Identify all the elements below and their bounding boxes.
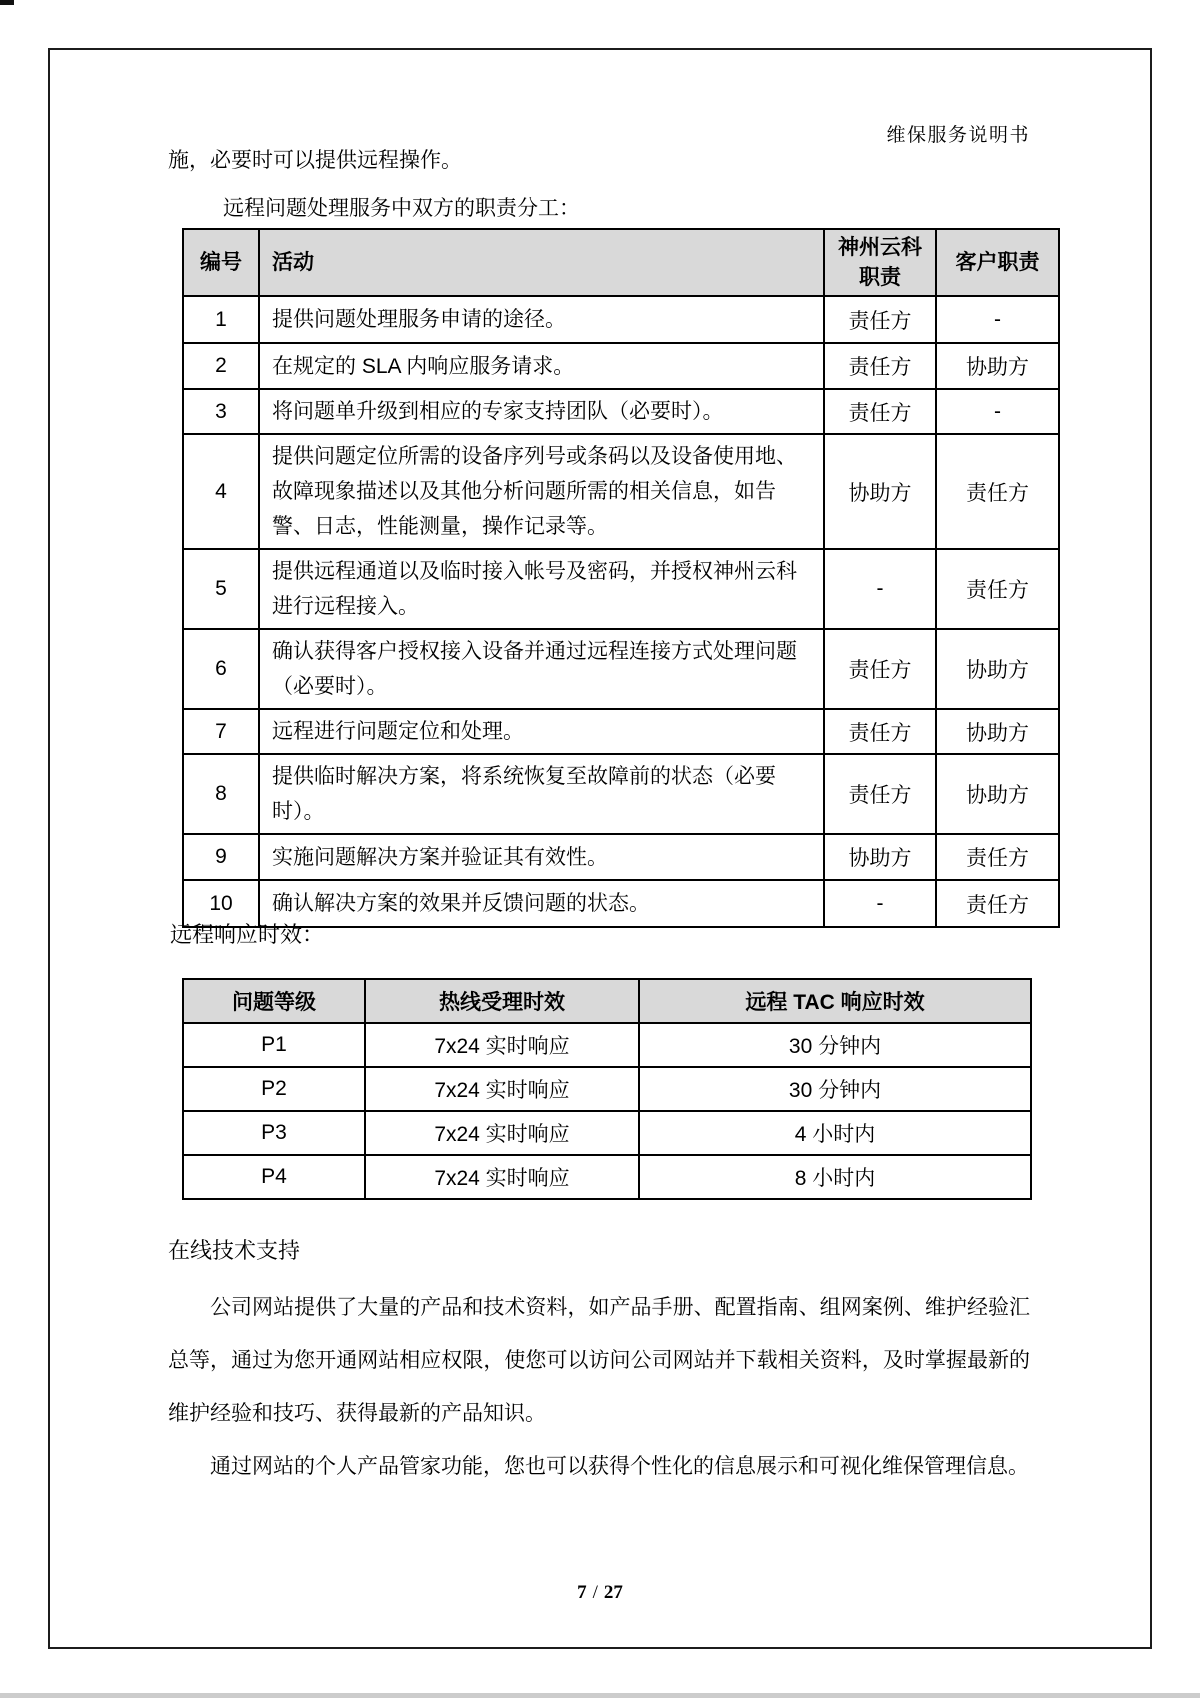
cell-no: 9 [183, 834, 259, 880]
cell-no: 6 [183, 629, 259, 709]
cell-customer: 责任方 [936, 834, 1059, 880]
table-row [183, 1067, 1031, 1111]
table-row [183, 629, 1059, 709]
column-header-activity: 活动 [259, 229, 824, 296]
cell-no: 4 [183, 434, 259, 549]
table-row [183, 1111, 1031, 1155]
table-row [183, 754, 1059, 834]
cell-hotline: 7x24 实时响应 [365, 1155, 639, 1199]
cell-activity: 提供问题定位所需的设备序列号或条码以及设备使用地、故障现象描述以及其他分析问题所需的相关信息，如告警、日志，性能测量，操作记录等。 [259, 434, 824, 549]
table-row [183, 434, 1059, 549]
cell-customer: 责任方 [936, 880, 1059, 927]
cell-no: 5 [183, 549, 259, 629]
table-row [183, 709, 1059, 754]
cell-customer: 协助方 [936, 754, 1059, 834]
cell-customer: - [936, 389, 1059, 434]
cell-activity: 提供问题处理服务申请的途径。 [259, 296, 824, 343]
cell-no: 10 [183, 880, 259, 927]
cell-no: 7 [183, 709, 259, 754]
cell-vendor: 责任方 [824, 389, 936, 434]
cell-activity: 将问题单升级到相应的专家支持团队（必要时）。 [259, 389, 824, 434]
column-header-tac: 远程 TAC 响应时效 [639, 979, 1031, 1023]
cell-hotline: 7x24 实时响应 [365, 1023, 639, 1067]
cell-tac: 30 分钟内 [639, 1067, 1031, 1111]
table-row [183, 1023, 1031, 1067]
cell-customer: 协助方 [936, 343, 1059, 389]
cell-no: 3 [183, 389, 259, 434]
cell-level: P1 [183, 1023, 365, 1067]
cell-hotline: 7x24 实时响应 [365, 1111, 639, 1155]
cell-vendor: 责任方 [824, 709, 936, 754]
scan-artifact-bottom-edge [0, 1693, 1200, 1698]
sla-section-title: 远程响应时效： [170, 922, 325, 947]
page-number-current: 7 [577, 1582, 587, 1603]
cell-vendor: 责任方 [824, 296, 936, 343]
body-text-line: 施，必要时可以提供远程操作。 [168, 149, 462, 172]
column-header-vendor-line2: 职责 [859, 265, 901, 289]
cell-no: 1 [183, 296, 259, 343]
table-row [183, 549, 1059, 629]
column-header-hotline: 热线受理时效 [365, 979, 639, 1023]
duty-table-caption: 远程问题处理服务中双方的职责分工： [223, 197, 580, 220]
cell-activity: 提供临时解决方案，将系统恢复至故障前的状态（必要时）。 [259, 754, 824, 834]
cell-vendor: 责任方 [824, 343, 936, 389]
column-header-level: 问题等级 [183, 979, 365, 1023]
cell-activity: 在规定的 SLA 内响应服务请求。 [259, 343, 824, 389]
cell-vendor: 协助方 [824, 834, 936, 880]
cell-no: 8 [183, 754, 259, 834]
column-header-vendor [824, 229, 936, 296]
cell-customer: 责任方 [936, 549, 1059, 629]
column-header-vendor-line1: 神州云科 [838, 235, 922, 259]
online-support-paragraph-1: 公司网站提供了大量的产品和技术资料，如产品手册、配置指南、组网案例、维护经验汇总等，通过为您开通网站相应权限，使您可以访问公司网站并下载相关资料，及时掌握最新的维护经验和技巧、获得最新的产品知识。 [168, 1296, 1030, 1425]
document-header-title: 维保服务说明书 [886, 125, 1030, 146]
cell-vendor: - [824, 549, 936, 629]
table-row [183, 389, 1059, 434]
cell-vendor: - [824, 880, 936, 927]
cell-vendor: 责任方 [824, 629, 936, 709]
page-number-separator: / [592, 1582, 598, 1603]
page-number-total: 27 [603, 1582, 623, 1603]
cell-vendor: 责任方 [824, 754, 936, 834]
page-number [48, 1582, 1152, 1604]
column-header-no: 编号 [183, 229, 259, 296]
column-header-customer: 客户职责 [936, 229, 1059, 296]
cell-activity: 实施问题解决方案并验证其有效性。 [259, 834, 824, 880]
cell-hotline: 7x24 实时响应 [365, 1067, 639, 1111]
cell-activity: 远程进行问题定位和处理。 [259, 709, 824, 754]
cell-tac: 8 小时内 [639, 1155, 1031, 1199]
cell-tac: 4 小时内 [639, 1111, 1031, 1155]
online-support-title: 在线技术支持 [168, 1238, 301, 1263]
table-row [183, 296, 1059, 343]
table-header-row [183, 229, 1059, 296]
cell-activity: 确认获得客户授权接入设备并通过远程连接方式处理问题（必要时）。 [259, 629, 824, 709]
cell-customer: 责任方 [936, 434, 1059, 549]
cell-customer: 协助方 [936, 709, 1059, 754]
cell-tac: 30 分钟内 [639, 1023, 1031, 1067]
table-row [183, 343, 1059, 389]
scan-artifact-corner [0, 0, 14, 5]
table-row [183, 834, 1059, 880]
sla-table [182, 978, 1032, 1200]
cell-customer: - [936, 296, 1059, 343]
cell-level: P3 [183, 1111, 365, 1155]
table-header-row [183, 979, 1031, 1023]
cell-customer: 协助方 [936, 629, 1059, 709]
cell-level: P2 [183, 1067, 365, 1111]
responsibility-table [182, 228, 1060, 928]
cell-activity: 确认解决方案的效果并反馈问题的状态。 [259, 880, 824, 927]
cell-activity: 提供远程通道以及临时接入帐号及密码，并授权神州云科进行远程接入。 [259, 549, 824, 629]
cell-level: P4 [183, 1155, 365, 1199]
cell-no: 2 [183, 343, 259, 389]
table-row [183, 1155, 1031, 1199]
online-support-paragraph-2: 通过网站的个人产品管家功能，您也可以获得个性化的信息展示和可视化维保管理信息。 [210, 1455, 1029, 1478]
cell-vendor: 协助方 [824, 434, 936, 549]
